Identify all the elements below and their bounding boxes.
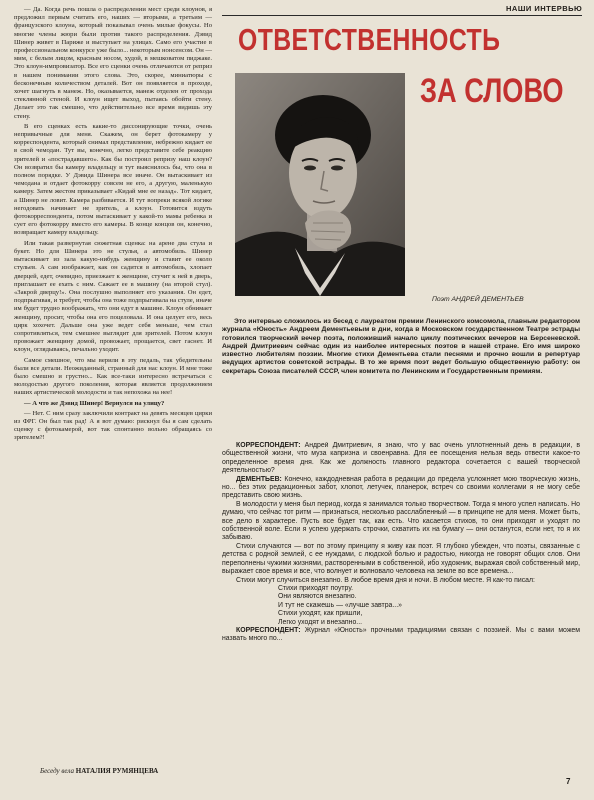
body-text: Конечно, каждодневная работа в редакции до предела усложняет мою творческую жизнь, но... без этих редакционных забот, хлопот, летучек, планерок, встреч со своими коллегами я не могу себе представить свою жизнь.: [222, 475, 580, 500]
speaker-label: КОРРЕСПОНДЕНТ:: [236, 626, 301, 634]
body-text: Андрей Дмитриевич, я знаю, что у вас очень уплотненный день в редакции, в общественной жизни, что муза капризна и своенравна. Для ее посещения нельзя ведь отвести какое-то определенное время дня. Как же должность главного редактора сочетается с вашей творческой деятельностью?: [222, 442, 580, 475]
speaker-label: ДЕМЕНТЬЕВ:: [236, 475, 282, 483]
interview-body: [222, 442, 580, 777]
headline-line-2: ЗА СЛОВО: [420, 72, 564, 110]
body-paragraph: Стихи могут случиться внезапно. В любое время дня и ночи. В любом месте. Я как-то писал:: [236, 576, 535, 584]
left-column: [14, 6, 212, 766]
portrait-photo: [235, 73, 405, 296]
intro-text: Это интервью сложилось из бесед с лауреатом премии Ленинского комсомола, главным редактором журнала «Юность» Андреем Дементьевым в дни, когда в Московском государственном Театре эстрады готовился творческий вечер поэта, положивший начало циклу поэтических вечеров на Берсеневской. Андрей Дмитриевич сейчас один из наиболее интересных поэтов в нашей стране. Его имя широко известно любителям поэзии. Многие стихи Дементьева стали песнями и прочно вошли в репертуар ведущих артистов советской эстрады. В то же время поэт ведет большую общественную работу: он секретарь Союза писателей СССР, член комитета по Ленинским и Государственным премиям.: [222, 318, 580, 375]
verse-line: Легко уходят и внезапно...: [278, 618, 363, 626]
verse-line: Они являются внезапно.: [278, 593, 357, 601]
body-paragraph: Стихи случаются — вот по этому принципу я живу как поэт. Я глубоко убежден, что поэты, связанные с детства с родной землей, с ее нуждами, с людской болью и радостью, никогда не говорят общих слов. Они переполнены чужими жизнями, растворенными в собственной, ибо художник, выражая свой собственный мир, выражает свое время и все, что волнует и волновало человека на земле во все времена...: [222, 542, 580, 576]
credit-author: НАТАЛИЯ РУМЯНЦЕВА: [75, 767, 159, 775]
verse-line: Стихи приходят поутру.: [278, 584, 353, 592]
left-paragraph: В его сценках есть какие-то диссонирующие точки, очень непривычные для меня. Скажем, он берет фотокамеру у корреспондента, который снимал представление, небрежно кидает ее в свой чемодан. Тут вы, конечно, легко представите себе реакцию зрителей и «пострадавшего». Как бы построил репризу наш клоун? Он возвратил бы камеру владельцу и тут выяснилось бы, что она в полном порядке. У Дэвида Шинера все иначе. Он вытаскивает из чемодана и отдает фотокорру совсем не его, а другую, маленькую камеру. Затем жестом приказывает «Кидай мне ее назад». Тот кидает, а Шинер не ловит. Камера разбивается. И тут вопреки всякой логике негодовать начинает не зритель, а клоун. Готовится вздуть фотокорреспондента, потом вытаскивает у какой-то мамы ребенка и сует его фотокорру вместо его камеры. В конце концов он, конечно, возвращает камеру владельцу.: [14, 122, 212, 237]
credit-prefix: Беседу вела: [40, 767, 75, 775]
left-paragraph: Или такая развернутая сюжетная сценка: на арене два стула и букет. Но для Шинера это не стулья, а автомобиль. Шинер вытаскивает из зала какую-нибудь женщину и ставит ее около стульев. А сам изображает, как он садится в автомобиль, хлопает дверцей, едет, очевидно, приезжает к женщине, стучит к ней в дверь, приглашает ее ехать с ним. Сажает ее в машину (на второй стул). «Закрой дверцу!». Она послушно выполняет его указания. Он едет, подпрыгивая, и требует, чтобы она тоже подпрыгивала на стуле, иначе им будет трудно воображать, что они едут в машине. Клоун обнимает женщину, просит, чтобы она его поцеловала. И она целует его, весь цирк хохочет. Дальше она уже ведет себя меньше, чем стал сопротивляться, тем смешнее выглядит для зрителей. Потом клоун провожает женщину домой, провожает, прощается, свет гаснет. И клоун, оглядываясь, печально уходит.: [14, 239, 212, 354]
speaker-label: КОРРЕСПОНДЕНТ:: [236, 442, 301, 449]
interview-credit: [40, 767, 158, 775]
left-paragraph: — Да. Когда речь пошла о распределении мест среди клоунов, я предложил первым считать его, наших — вторыми, а третьим — французского клоуна, который показывал очень милые фокусы. Но многие члены жюри были против такого распределения. Дэвид Шинер живет в Париже и выступает на улицах. Само его участие в профессиональном конкурсе уже было... некоторым нонсенсом. Он — мим, с белым лицом, красным носом, худой, в мешковатом пиджаке. Это клоун-импровизатор. Все его сценки очень отличаются от реприз в нашем понимании этого слова. Это, скорее, миниатюры с бесконечным количеством деталей. Вот он появляется в проходе, хочет шагнуть в манеж. Но, оказывается, манеж отделен от прохода стеклянной стеной. И клоун ищет выход, пытаясь обойти стену. Делает это так смешно, что действительно все время видишь эту стену.: [14, 6, 212, 120]
verse-line: Стихи уходят, как пришли,: [278, 610, 363, 618]
page-number: 7: [566, 777, 571, 786]
header-divider: [222, 15, 582, 16]
body-paragraph: [222, 442, 580, 476]
left-paragraph: Самое смешное, что мы верили в эту педаль, так убедительны были все детали. Неожиданный, странный для нас клоун. И мне тоже было смешно и грустно... Как все-таки интересно встречаться с молодостью другого поколения, которая является продолжением наших артистической молодости и так непохожа на нее!: [14, 356, 212, 397]
body-text: Журнал «Юность» прочными традициями связан с поэзией. Мы с вами можем назвать много по...: [222, 626, 580, 643]
body-paragraph: [222, 476, 580, 501]
poet-portrait-image: [235, 73, 405, 296]
left-paragraph: — Нет. С ним сразу заключили контракт на девять месяцев цирки из ФРГ. Он был так рад! А я вот думаю: рискнул бы я сам сделать сценку с фотокамерой, вот так спонтанно вольно обращаясь со зрителем?!: [14, 409, 212, 442]
intro-paragraph: [222, 318, 580, 376]
body-paragraph: [222, 627, 580, 644]
section-label: НАШИ ИНТЕРВЬЮ: [506, 4, 583, 13]
headline-line-1: ОТВЕТСТВЕННОСТЬ: [238, 22, 501, 57]
question-paragraph: — А что же Дэвид Шинер! Вернулся на улицу?: [24, 399, 165, 407]
verse-line: И тут не скажешь — «лучше завтра...»: [278, 601, 402, 609]
body-paragraph: В молодости у меня был период, когда я занимался только творчеством. Тогда я много успел написать. Но думаю, что сейчас тот ритм — признаться, несколько расслабленный — в принципе не для меня. Может быть, все дело в характере. Пусть все будет так, как есть. Что касается стихов, то они приходят и уходят по собственной воле. Если я успею удержать строчки, схватить их на бумагу — они останутся, если нет, то я их забываю.: [222, 500, 580, 542]
photo-caption: Поэт АНДРЕЙ ДЕМЕНТЬЕВ: [432, 296, 524, 303]
